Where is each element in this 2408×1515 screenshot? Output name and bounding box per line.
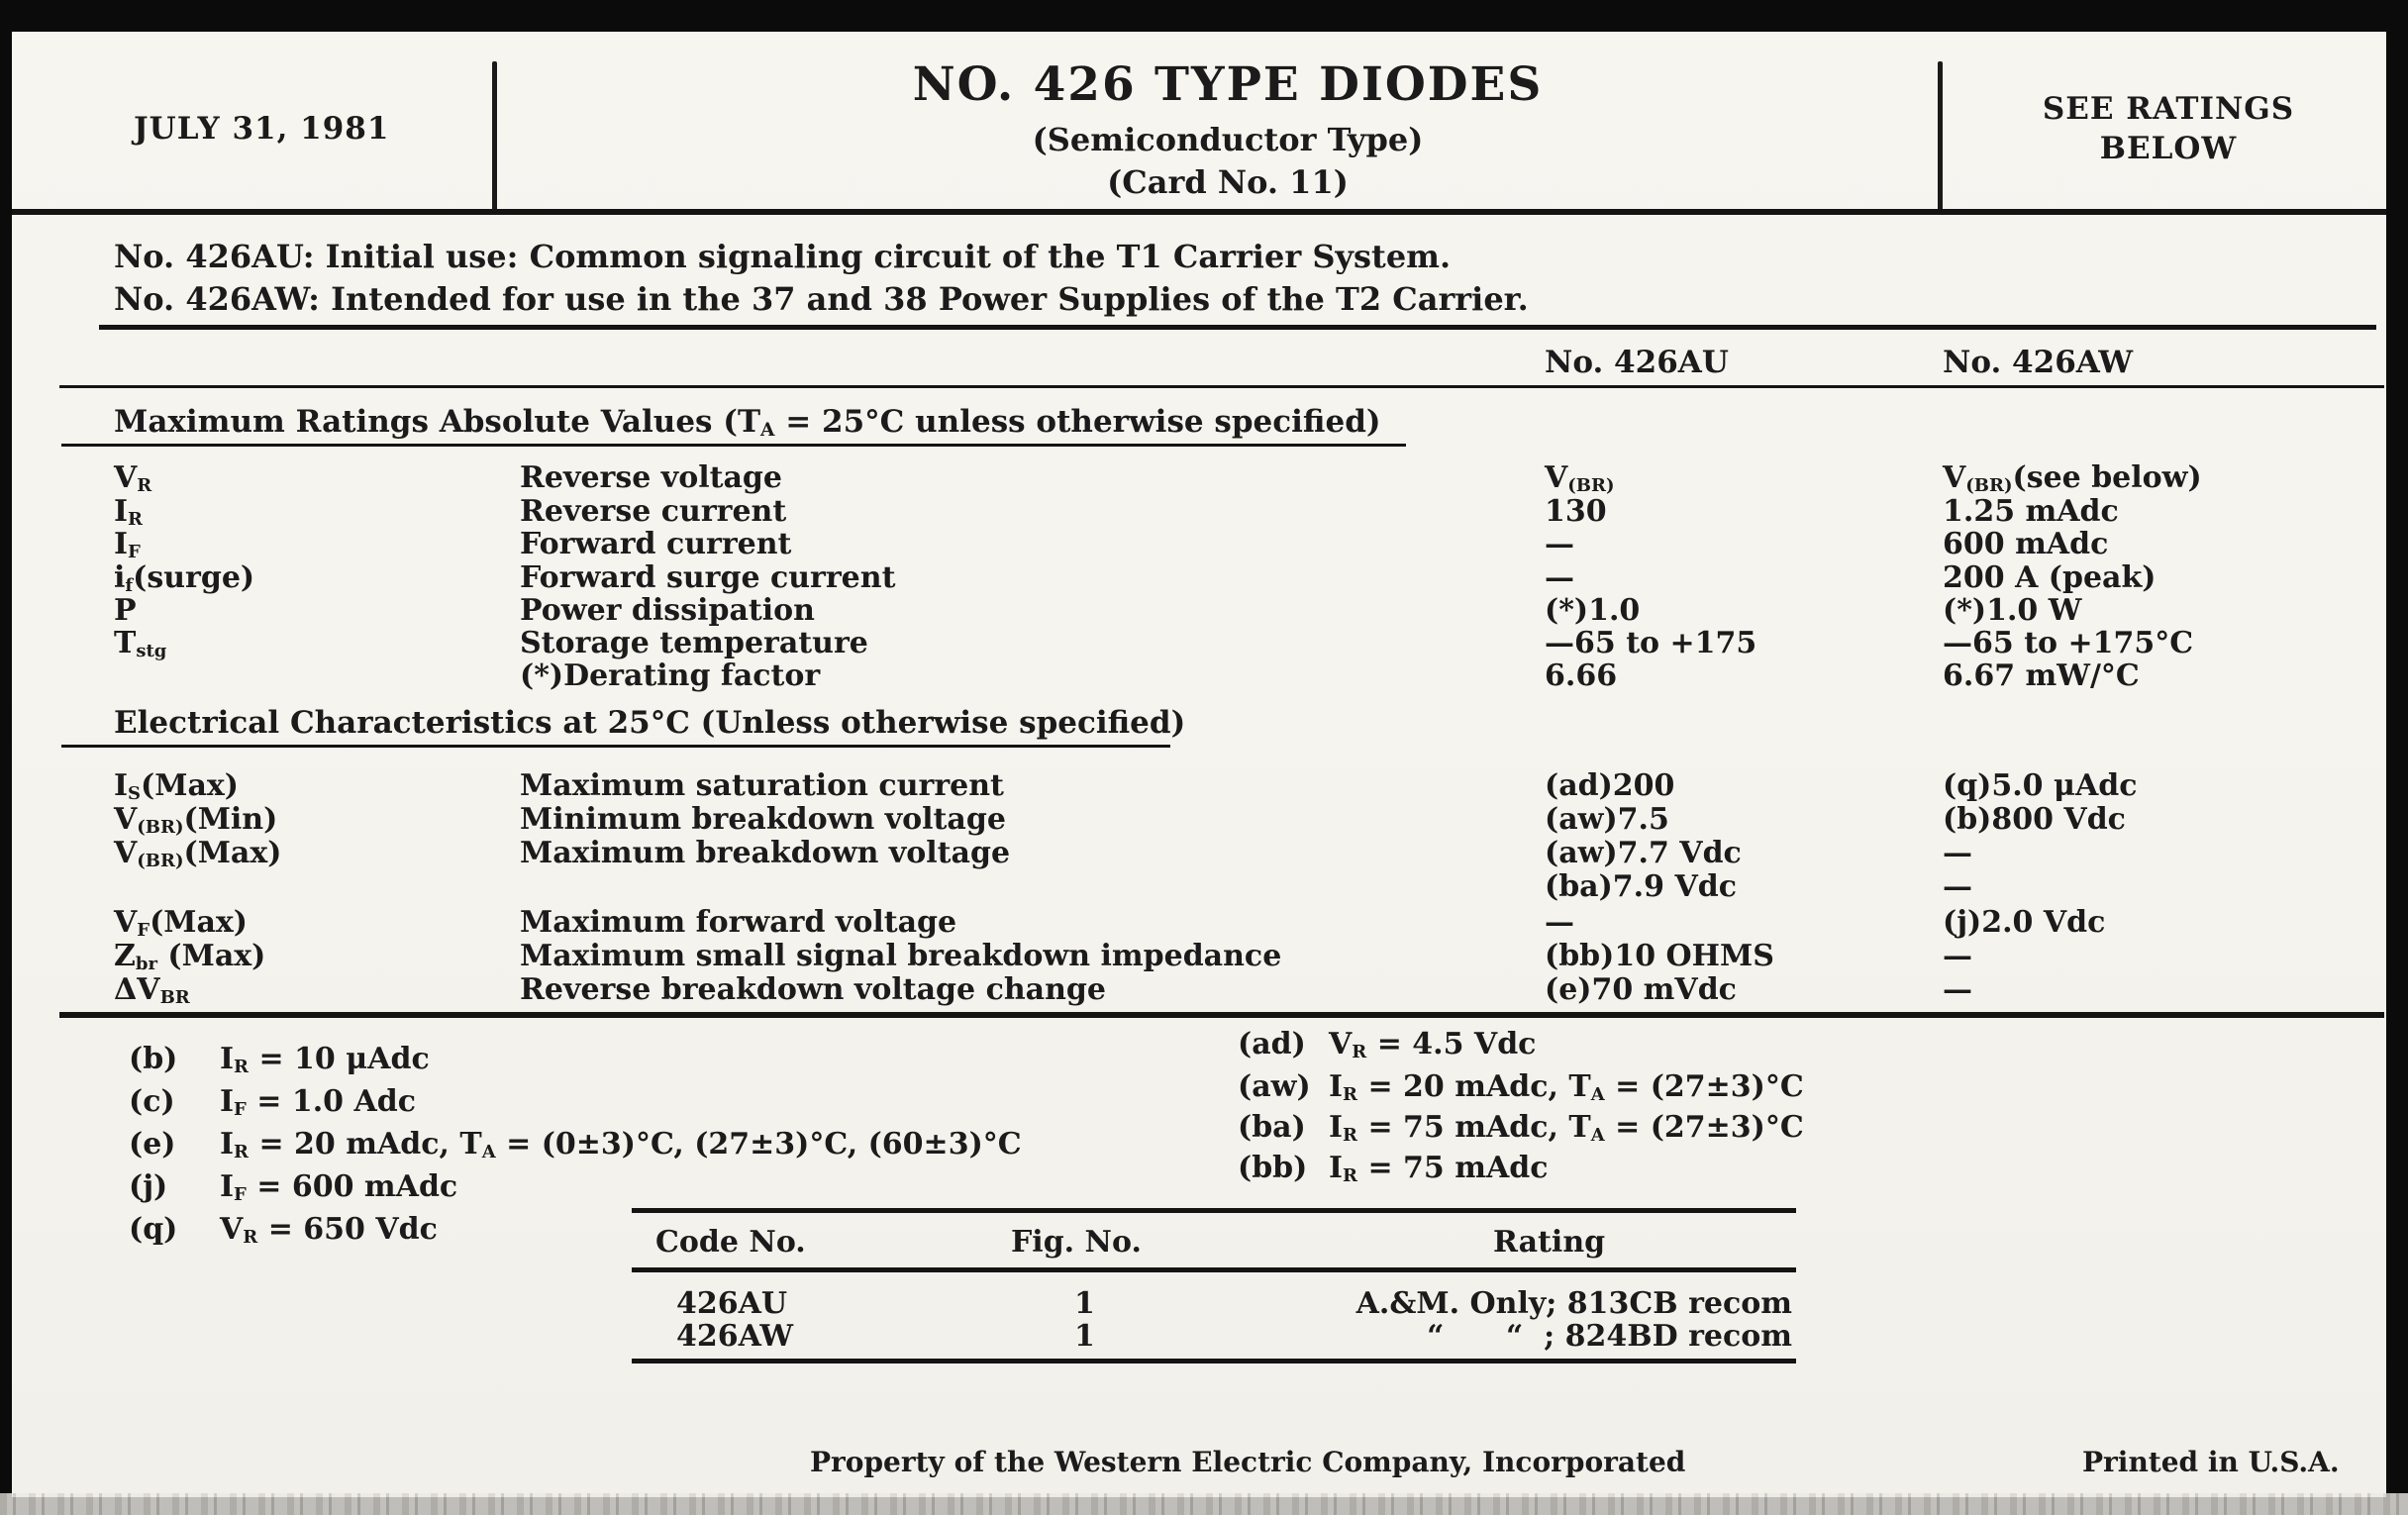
row-description: Forward current <box>520 527 792 561</box>
footnote-ba <box>1238 1110 1804 1146</box>
footnote-text: $I_R = 75$ mAdc, $T_A = (27\pm 3)^\circ C$ <box>1329 1110 1804 1146</box>
row-value-426aw: — <box>1943 939 1972 973</box>
footnote-label: (b) <box>129 1042 178 1076</box>
code-table-header-rule <box>632 1267 1796 1272</box>
scan-bottom-edge <box>0 1493 2408 1515</box>
row-value-426aw: 600 mAdc <box>1943 527 2109 561</box>
row-symbol: $i_f(surge)$ <box>114 560 255 596</box>
electrical-heading: Electrical Characteristics at 25°C (Unless otherwise specified) <box>114 705 1186 741</box>
row-description: (*)Derating factor <box>520 658 821 693</box>
code-row-rating: A.&M. Only; 813CB recom <box>1355 1286 1792 1321</box>
code-row-rating: “ “ ; 824BD recom <box>1427 1319 1792 1354</box>
row-symbol: $V_R$ <box>114 460 152 496</box>
row-value-426aw: —65 to +175°C <box>1943 626 2194 660</box>
max-ratings-row <box>114 528 2381 561</box>
row-symbol: $V_{(BR)}(Min)$ <box>114 802 278 838</box>
row-value-426au: — <box>1545 905 1574 940</box>
footnote-text: $I_R = 10$ μAdc <box>220 1042 430 1077</box>
row-description: Maximum forward voltage <box>520 905 957 940</box>
row-value-426aw: — <box>1943 869 1972 904</box>
footnote-c <box>129 1084 416 1120</box>
max-ratings-heading: Maximum Ratings Absolute Values ($T_A = 25^\circ C$ unless otherwise specified) <box>114 404 1381 442</box>
footnote-label: (j) <box>129 1169 168 1204</box>
column-header-rule <box>59 385 2384 388</box>
footnote-aw <box>1238 1069 1804 1105</box>
footnote-label: (bb) <box>1238 1151 1308 1185</box>
row-value-426au: 6.66 <box>1545 658 1618 693</box>
footnote-bb <box>1238 1151 1549 1186</box>
max-ratings-underline <box>61 444 1406 447</box>
column-header-426au: No. 426AU <box>1545 345 1729 380</box>
row-value-426aw: — <box>1943 972 1972 1007</box>
code-table-bottom-rule <box>632 1359 1796 1364</box>
electrical-row <box>114 769 2381 803</box>
row-value-426au: — <box>1545 560 1574 595</box>
electrical-bottom-rule <box>59 1012 2384 1018</box>
row-symbol: P <box>114 593 137 628</box>
row-symbol: $V_{(BR)}(Max)$ <box>114 836 282 871</box>
footnote-label: (aw) <box>1238 1069 1311 1104</box>
footnote-label: (c) <box>129 1084 175 1119</box>
row-value-426au: (aw)7.7 Vdc <box>1545 836 1742 870</box>
max-ratings-row <box>114 561 2381 595</box>
electrical-row <box>114 837 2381 870</box>
row-symbol: $I_S(Max)$ <box>114 768 239 804</box>
row-symbol: $T_{stg}$ <box>114 626 167 661</box>
code-row-code: 426AW <box>676 1319 794 1354</box>
intro-line-426au: No. 426AU: Initial use: Common signaling circuit of the T1 Carrier System. <box>114 238 1452 275</box>
row-description: Forward surge current <box>520 560 896 595</box>
footnote-text: $I_R = 20$ mAdc, $T_A = (0\pm 3)^\circ C$, (27±3)°C, (60±3)°C <box>220 1127 1022 1162</box>
footer-property-line: Property of the Western Electric Company, Incorporated <box>810 1446 1686 1478</box>
card-title: NO. 426 TYPE DIODES <box>912 57 1544 112</box>
footnote-text: $V_R = 650$ Vdc <box>220 1212 438 1248</box>
row-value-426aw: — <box>1943 836 1972 870</box>
see-ratings-note: SEE RATINGS BELOW <box>2042 91 2295 166</box>
footnote-label: (ad) <box>1238 1027 1306 1061</box>
intro-line-426aw: No. 426AW: Intended for use in the 37 and 38 Power Supplies of the T2 Carrier. <box>114 280 1529 318</box>
code-table-header-rating: Rating <box>1493 1225 1606 1260</box>
footnote-label: (ba) <box>1238 1110 1306 1145</box>
footnote-text: $I_F = 1.0$ Adc <box>220 1084 417 1120</box>
max-ratings-row <box>114 461 2381 495</box>
electrical-underline <box>61 745 1170 748</box>
row-value-426au: $V_{(BR)}$ <box>1545 460 1615 496</box>
footnote-text: $V_R = 4.5$ Vdc <box>1329 1027 1537 1062</box>
row-description: Maximum breakdown voltage <box>520 836 1011 870</box>
row-description: Reverse voltage <box>520 460 782 495</box>
row-value-426aw: (j)2.0 Vdc <box>1943 905 2106 940</box>
row-value-426aw: (*)1.0 W <box>1943 593 2082 628</box>
row-value-426aw: 6.67 mW/°C <box>1943 658 2140 693</box>
footnote-text: $I_R = 20$ mAdc, $T_A = (27\pm 3)^\circ C$ <box>1329 1069 1804 1105</box>
code-row-fig: 1 <box>1074 1319 1095 1354</box>
row-value-426au: — <box>1545 527 1574 561</box>
row-value-426au: (e)70 mVdc <box>1545 972 1737 1007</box>
row-value-426au: 130 <box>1545 494 1607 529</box>
footnote-label: (q) <box>129 1212 178 1247</box>
footnote-text: $I_R = 75$ mAdc <box>1329 1151 1549 1186</box>
max-ratings-row <box>114 495 2381 529</box>
card-subtitle-number: (Card No. 11) <box>1107 163 1349 201</box>
row-symbol: $\Delta V_{BR}$ <box>114 972 190 1008</box>
row-value-426au: (ad)200 <box>1545 768 1675 803</box>
card-subtitle-type: (Semiconductor Type) <box>1032 121 1424 158</box>
row-value-426aw: 200 A (peak) <box>1943 560 2157 595</box>
electrical-row <box>114 906 2381 940</box>
electrical-row <box>114 803 2381 837</box>
row-symbol: $V_F(Max)$ <box>114 905 248 941</box>
card-date: JULY 31, 1981 <box>134 111 390 147</box>
row-description: Reverse current <box>520 494 787 529</box>
footnote-j <box>129 1169 457 1205</box>
max-ratings-row <box>114 659 2381 693</box>
footnote-e <box>129 1127 1022 1162</box>
row-description: Maximum saturation current <box>520 768 1004 803</box>
row-value-426au: (ba)7.9 Vdc <box>1545 869 1737 904</box>
electrical-row <box>114 940 2381 973</box>
code-table-top-rule <box>632 1208 1796 1213</box>
row-description: Maximum small signal breakdown impedance <box>520 939 1282 973</box>
code-table-header-fig: Fig. No. <box>1011 1225 1142 1260</box>
code-table-header-code: Code No. <box>655 1225 806 1260</box>
electrical-row <box>114 870 2381 904</box>
row-value-426aw: 1.25 mAdc <box>1943 494 2119 529</box>
row-description: Storage temperature <box>520 626 868 660</box>
header-divider-left <box>492 61 497 212</box>
row-value-426aw: $V_{(BR)}(see$ below) <box>1943 460 2202 496</box>
max-ratings-row <box>114 594 2381 628</box>
row-value-426aw: (b)800 Vdc <box>1943 802 2126 837</box>
row-description: Power dissipation <box>520 593 815 628</box>
scan-right-edge <box>2386 0 2408 1515</box>
row-value-426aw: (q)5.0 μAdc <box>1943 768 2138 803</box>
footer-printed-line: Printed in U.S.A. <box>2082 1446 2340 1478</box>
row-symbol: $I_F$ <box>114 527 141 562</box>
footnote-label: (e) <box>129 1127 176 1162</box>
electrical-row <box>114 973 2381 1007</box>
code-row-code: 426AU <box>676 1286 788 1321</box>
column-header-426aw: No. 426AW <box>1943 345 2134 380</box>
footnote-text: $I_F = 600$ mAdc <box>220 1169 458 1205</box>
footnote-q <box>129 1212 438 1248</box>
row-value-426au: (bb)10 OHMS <box>1545 939 1774 973</box>
row-symbol: $Z_{br}$ (Max) <box>114 939 266 974</box>
row-value-426au: (aw)7.5 <box>1545 802 1669 837</box>
header-bottom-rule <box>12 209 2386 215</box>
row-value-426au: —65 to +175 <box>1545 626 1757 660</box>
row-description: Reverse breakdown voltage change <box>520 972 1106 1007</box>
row-value-426au: (*)1.0 <box>1545 593 1641 628</box>
intro-bottom-rule <box>99 325 2376 330</box>
row-symbol: $I_R$ <box>114 494 144 530</box>
code-row-fig: 1 <box>1074 1286 1095 1321</box>
row-description: Minimum breakdown voltage <box>520 802 1006 837</box>
footnote-b <box>129 1042 430 1077</box>
footnote-ad <box>1238 1027 1536 1062</box>
header-divider-right <box>1938 61 1943 212</box>
max-ratings-row <box>114 627 2381 660</box>
